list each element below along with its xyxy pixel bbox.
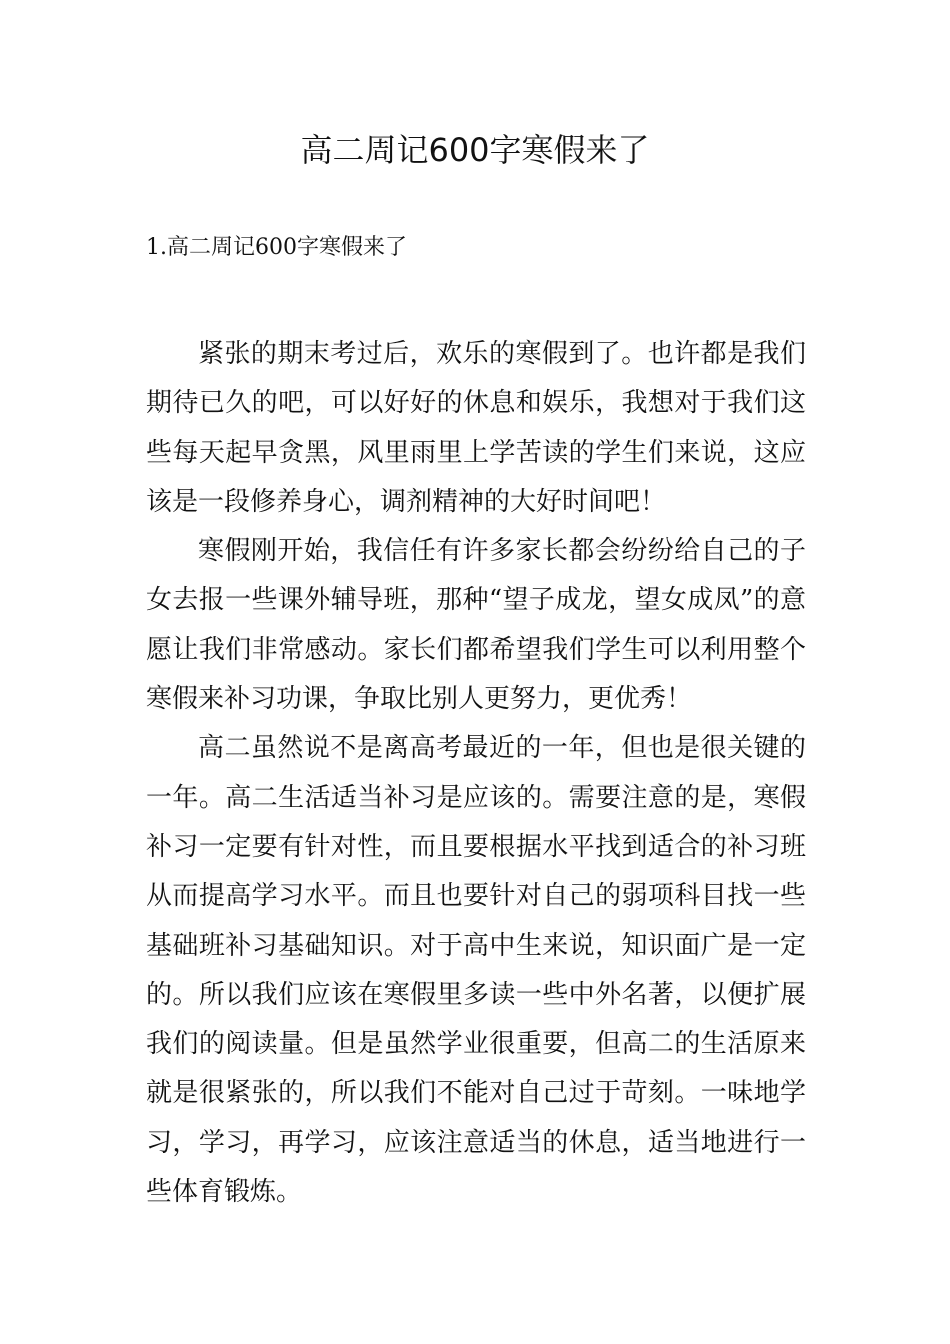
document-title: 高二周记600字寒假来了	[300, 131, 650, 169]
paragraph: 寒假刚开始，我信任有许多家长都会纷纷给自己的子女去报一些课外辅导班，那种“望子成龙，望女成凤”的意愿让我们非常感动。家长们都希望我们学生可以利用整个寒假来补习功课，争取比别人更努力，更优秀！	[146, 536, 806, 715]
paragraph: 紧张的期末考过后，欢乐的寒假到了。也许都是我们期待已久的吧，可以好好的休息和娱乐，我想对于我们这些每天起早贪黑，风里雨里上学苦读的学生们来说，这应该是一段修养身心，调剂精神的大好时间吧！	[146, 339, 806, 517]
paragraph: 高二虽然说不是离高考最近的一年，但也是很关键的一年。高二生活适当补习是应该的。需要注意的是，寒假补习一定要有针对性，而且要根据水平找到适合的补习班从而提高学习水平。而且也要针对自己的弱项科目找一些基础班补习基础知识。对于高中生来说，知识面广是一定的。所以我们应该在寒假里多读一些中外名著，以便扩展我们的阅读量。但是虽然学业很重要，但高二的生活原来就是很紧张的，所以我们不能对自己过于苛刻。一味地学习，学习，再学习，应该注意适当的休息，适当地进行一些体育锻炼。	[146, 733, 806, 1208]
section-heading: 1.高二周记600字寒假来了	[146, 235, 407, 260]
document-body	[146, 330, 806, 1217]
